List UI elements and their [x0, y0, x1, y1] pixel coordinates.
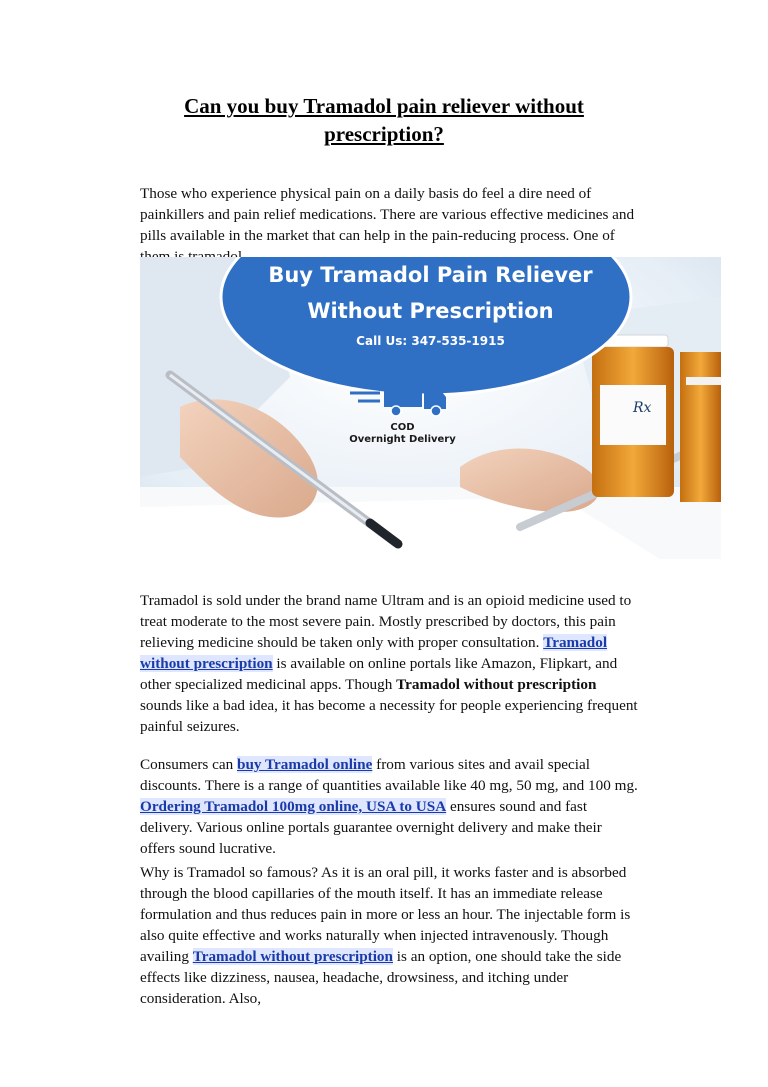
paragraph-consumers — [140, 754, 640, 859]
text-run: is available on online portals like Amazon, Flipkart, and other specialized medicinal apps. Though — [140, 655, 618, 693]
link-ordering-tramadol-100mg[interactable]: Ordering Tramadol 100mg online, USA to USA — [140, 798, 447, 815]
banner-delivery: Overnight Delivery — [349, 434, 456, 445]
paragraph-ultram — [140, 590, 640, 737]
text-run: sounds like a bad idea, it has become a necessity for people experiencing frequent painful seizures. — [140, 697, 638, 735]
rx-label: Rx — [633, 400, 652, 416]
bold-text: Tramadol without prescription — [396, 676, 597, 693]
text-run: Tramadol is sold under the brand name Ultram and is an opioid medicine used to treat moderate to the most severe pain. Mostly prescribed by doctors, this pain relieving medicine should be taken only with proper consultation. — [140, 592, 632, 651]
text-run: Why is Tramadol so famous? As it is an oral pill, it works faster and is absorbed through the blood capillaries of the mouth itself. It has an immediate release formulation and thus reduces pain in more or less an hour. The injectable form is also quite effective and works naturally when injected intravenously. Though availing — [140, 864, 631, 965]
banner-cod: COD — [390, 422, 415, 433]
banner-title-line2: Without Prescription — [307, 299, 554, 323]
banner-image — [140, 257, 721, 559]
text-run: from various sites and avail special discounts. There is a range of quantities available like 40 mg, 50 mg, and 100 mg. — [140, 756, 638, 794]
text-run: Consumers can — [140, 756, 238, 773]
paragraph-why-famous — [140, 862, 640, 1009]
banner-phone: Call Us: 347-535-1915 — [356, 334, 505, 348]
intro-paragraph: Those who experience physical pain on a daily basis do feel a dire need of painkillers and pain relief medications. There are various effective medicines and pills available in the market that can help in the pain-reducing process. One of — [140, 185, 635, 244]
banner-title-line1: Buy Tramadol Pain Reliever — [268, 263, 593, 287]
link-tramadol-without-prescription-2[interactable]: Tramadol without prescription — [192, 948, 393, 965]
link-buy-tramadol-online[interactable]: buy Tramadol online — [237, 756, 373, 773]
text-run: is an option, one should take the side effects like dizziness, nausea, headache, drowsiness, and itching under consideration. Also, — [140, 948, 622, 1007]
page-title: Can you buy Tramadol pain reliever without prescription? — [184, 94, 584, 146]
link-tramadol-without-prescription[interactable]: Tramadol without prescription — [140, 634, 608, 672]
text-run: ensures sound and fast delivery. Various online portals guarantee overnight delivery and make their offers sound lucrative. — [140, 798, 602, 857]
